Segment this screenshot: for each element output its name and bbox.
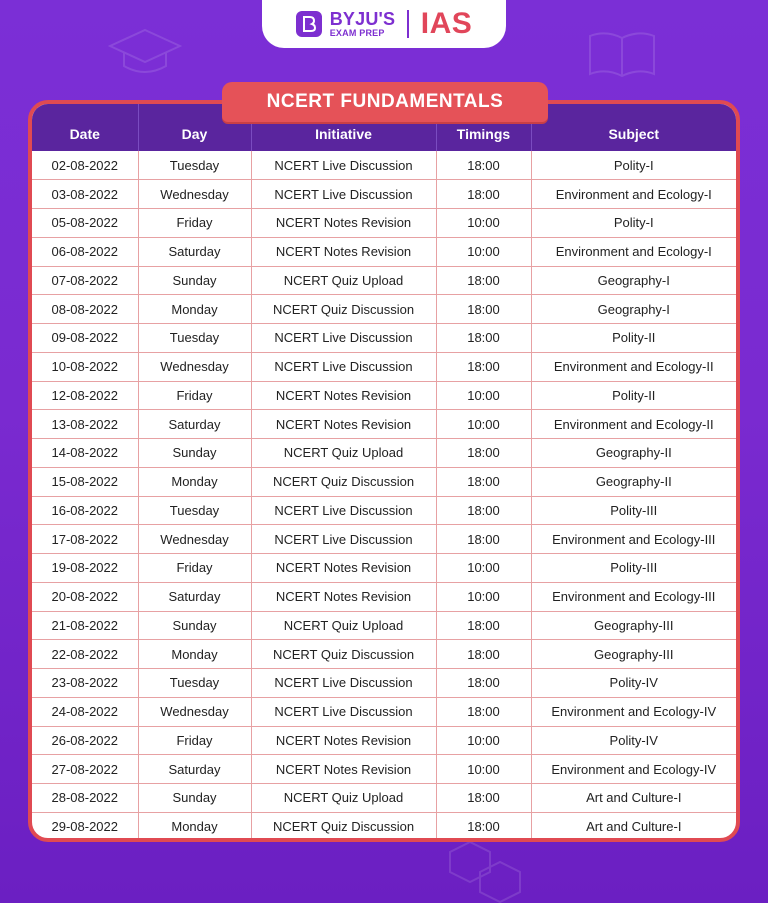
- cell-day: Sunday: [138, 439, 251, 468]
- cell-date: 08-08-2022: [32, 295, 138, 324]
- cell-date: 15-08-2022: [32, 467, 138, 496]
- cell-date: 26-08-2022: [32, 726, 138, 755]
- cell-date: 02-08-2022: [32, 151, 138, 180]
- cell-initiative: NCERT Quiz Upload: [251, 266, 436, 295]
- cell-initiative: NCERT Quiz Discussion: [251, 640, 436, 669]
- cell-initiative: NCERT Quiz Discussion: [251, 812, 436, 841]
- cell-date: 20-08-2022: [32, 582, 138, 611]
- cell-subject: Geography-III: [531, 640, 736, 669]
- table-row: [32, 784, 736, 813]
- cell-timings: 18:00: [436, 697, 531, 726]
- cell-day: Saturday: [138, 755, 251, 784]
- schedule-table-body: [32, 151, 736, 841]
- cell-subject: Environment and Ecology-I: [531, 237, 736, 266]
- cell-date: 10-08-2022: [32, 352, 138, 381]
- cell-subject: Art and Culture-I: [531, 784, 736, 813]
- cell-timings: 18:00: [436, 266, 531, 295]
- cell-timings: 10:00: [436, 410, 531, 439]
- cell-timings: 10:00: [436, 554, 531, 583]
- brand-logo: [262, 0, 506, 48]
- cell-timings: 10:00: [436, 237, 531, 266]
- table-row: [32, 151, 736, 180]
- column-header-day: Day: [138, 104, 251, 151]
- cell-day: Wednesday: [138, 352, 251, 381]
- cell-date: 05-08-2022: [32, 209, 138, 238]
- table-row: [32, 324, 736, 353]
- cell-day: Tuesday: [138, 669, 251, 698]
- cell-initiative: NCERT Notes Revision: [251, 237, 436, 266]
- cell-initiative: NCERT Notes Revision: [251, 381, 436, 410]
- table-row: [32, 812, 736, 841]
- table-row: [32, 295, 736, 324]
- cell-date: 28-08-2022: [32, 784, 138, 813]
- column-header-initiative: Initiative: [251, 104, 436, 151]
- cell-subject: Geography-III: [531, 611, 736, 640]
- table-row: [32, 697, 736, 726]
- cell-timings: 18:00: [436, 525, 531, 554]
- cell-day: Tuesday: [138, 496, 251, 525]
- cell-day: Sunday: [138, 784, 251, 813]
- cell-day: Saturday: [138, 582, 251, 611]
- cell-day: Monday: [138, 812, 251, 841]
- cell-initiative: NCERT Live Discussion: [251, 180, 436, 209]
- cell-timings: 18:00: [436, 180, 531, 209]
- cell-timings: 18:00: [436, 784, 531, 813]
- table-row: [32, 352, 736, 381]
- cell-date: 14-08-2022: [32, 439, 138, 468]
- cell-subject: Geography-I: [531, 266, 736, 295]
- cell-subject: Geography-II: [531, 439, 736, 468]
- table-row: [32, 525, 736, 554]
- table-row: [32, 669, 736, 698]
- table-row: [32, 554, 736, 583]
- table-row: [32, 410, 736, 439]
- cell-initiative: NCERT Quiz Discussion: [251, 295, 436, 324]
- cell-subject: Polity-III: [531, 554, 736, 583]
- cell-initiative: NCERT Live Discussion: [251, 151, 436, 180]
- cell-day: Saturday: [138, 410, 251, 439]
- cell-timings: 18:00: [436, 812, 531, 841]
- cell-timings: 10:00: [436, 726, 531, 755]
- cell-day: Sunday: [138, 611, 251, 640]
- cell-subject: Environment and Ecology-IV: [531, 755, 736, 784]
- cell-subject: Polity-I: [531, 209, 736, 238]
- cell-date: 23-08-2022: [32, 669, 138, 698]
- cell-initiative: NCERT Live Discussion: [251, 525, 436, 554]
- cell-timings: 18:00: [436, 669, 531, 698]
- cell-timings: 18:00: [436, 439, 531, 468]
- cell-timings: 10:00: [436, 381, 531, 410]
- cell-day: Monday: [138, 295, 251, 324]
- cell-day: Wednesday: [138, 525, 251, 554]
- logo-divider: [407, 10, 409, 38]
- table-row: [32, 726, 736, 755]
- cell-initiative: NCERT Live Discussion: [251, 352, 436, 381]
- cell-day: Sunday: [138, 266, 251, 295]
- cell-date: 03-08-2022: [32, 180, 138, 209]
- cell-subject: Environment and Ecology-II: [531, 410, 736, 439]
- cell-day: Friday: [138, 381, 251, 410]
- cell-date: 21-08-2022: [32, 611, 138, 640]
- table-row: [32, 237, 736, 266]
- cell-initiative: NCERT Live Discussion: [251, 324, 436, 353]
- byjus-logo-icon: [296, 11, 322, 37]
- cell-initiative: NCERT Notes Revision: [251, 582, 436, 611]
- cell-date: 13-08-2022: [32, 410, 138, 439]
- cell-date: 12-08-2022: [32, 381, 138, 410]
- cell-date: 24-08-2022: [32, 697, 138, 726]
- cell-subject: Polity-IV: [531, 726, 736, 755]
- cell-day: Saturday: [138, 237, 251, 266]
- table-row: [32, 266, 736, 295]
- cell-subject: Environment and Ecology-III: [531, 525, 736, 554]
- cell-subject: Polity-III: [531, 496, 736, 525]
- cell-day: Friday: [138, 209, 251, 238]
- cell-subject: Environment and Ecology-II: [531, 352, 736, 381]
- graduation-cap-icon: [108, 26, 182, 82]
- table-row: [32, 180, 736, 209]
- cell-day: Tuesday: [138, 324, 251, 353]
- cell-initiative: NCERT Quiz Upload: [251, 784, 436, 813]
- cell-timings: 10:00: [436, 209, 531, 238]
- cell-day: Wednesday: [138, 697, 251, 726]
- cell-initiative: NCERT Notes Revision: [251, 410, 436, 439]
- cell-subject: Polity-IV: [531, 669, 736, 698]
- cell-day: Wednesday: [138, 180, 251, 209]
- brand-name: BYJU'S: [329, 9, 396, 29]
- cell-subject: Polity-II: [531, 381, 736, 410]
- table-row: [32, 439, 736, 468]
- hexagon-decoration-icon: [420, 842, 540, 903]
- cell-date: 29-08-2022: [32, 812, 138, 841]
- table-row: [32, 467, 736, 496]
- cell-initiative: NCERT Quiz Upload: [251, 611, 436, 640]
- cell-date: 22-08-2022: [32, 640, 138, 669]
- brand-subtitle: EXAM PREP: [329, 28, 385, 38]
- cell-initiative: NCERT Quiz Discussion: [251, 467, 436, 496]
- cell-timings: 10:00: [436, 755, 531, 784]
- cell-initiative: NCERT Quiz Upload: [251, 439, 436, 468]
- cell-initiative: NCERT Live Discussion: [251, 669, 436, 698]
- table-row: [32, 381, 736, 410]
- column-header-subject: Subject: [608, 126, 660, 142]
- column-header-timings: Timings: [436, 104, 531, 151]
- cell-initiative: NCERT Notes Revision: [251, 209, 436, 238]
- cell-day: Monday: [138, 640, 251, 669]
- cell-date: 07-08-2022: [32, 266, 138, 295]
- cell-date: 17-08-2022: [32, 525, 138, 554]
- cell-timings: 18:00: [436, 352, 531, 381]
- schedule-frame: [28, 100, 740, 842]
- table-row: [32, 640, 736, 669]
- cell-date: 09-08-2022: [32, 324, 138, 353]
- cell-date: 27-08-2022: [32, 755, 138, 784]
- product-name: IAS: [420, 7, 473, 40]
- table-row: [32, 209, 736, 238]
- cell-timings: 18:00: [436, 640, 531, 669]
- cell-timings: 18:00: [436, 295, 531, 324]
- cell-timings: 10:00: [436, 582, 531, 611]
- cell-subject: Polity-I: [531, 151, 736, 180]
- table-row: [32, 755, 736, 784]
- column-header-date: Date: [32, 104, 138, 151]
- cell-day: Friday: [138, 726, 251, 755]
- cell-subject: Geography-I: [531, 295, 736, 324]
- cell-day: Monday: [138, 467, 251, 496]
- cell-initiative: NCERT Live Discussion: [251, 496, 436, 525]
- cell-initiative: NCERT Live Discussion: [251, 697, 436, 726]
- schedule-table: [32, 104, 736, 841]
- cell-day: Friday: [138, 554, 251, 583]
- open-book-icon: [586, 28, 658, 80]
- cell-initiative: NCERT Notes Revision: [251, 755, 436, 784]
- cell-timings: 18:00: [436, 496, 531, 525]
- cell-timings: 18:00: [436, 611, 531, 640]
- cell-subject: Polity-II: [531, 324, 736, 353]
- page-title: NCERT FUNDAMENTALS: [222, 82, 548, 122]
- cell-subject: Environment and Ecology-IV: [531, 697, 736, 726]
- cell-day: Tuesday: [138, 151, 251, 180]
- cell-initiative: NCERT Notes Revision: [251, 554, 436, 583]
- cell-date: 16-08-2022: [32, 496, 138, 525]
- table-row: [32, 611, 736, 640]
- cell-timings: 18:00: [436, 324, 531, 353]
- cell-subject: Environment and Ecology-I: [531, 180, 736, 209]
- cell-timings: 18:00: [436, 467, 531, 496]
- table-row: [32, 496, 736, 525]
- cell-date: 06-08-2022: [32, 237, 138, 266]
- table-row: [32, 582, 736, 611]
- cell-initiative: NCERT Notes Revision: [251, 726, 436, 755]
- cell-subject: Environment and Ecology-III: [531, 582, 736, 611]
- cell-subject: Art and Culture-I: [586, 819, 682, 835]
- cell-date: 19-08-2022: [32, 554, 138, 583]
- cell-timings: 18:00: [436, 151, 531, 180]
- cell-subject: Geography-II: [531, 467, 736, 496]
